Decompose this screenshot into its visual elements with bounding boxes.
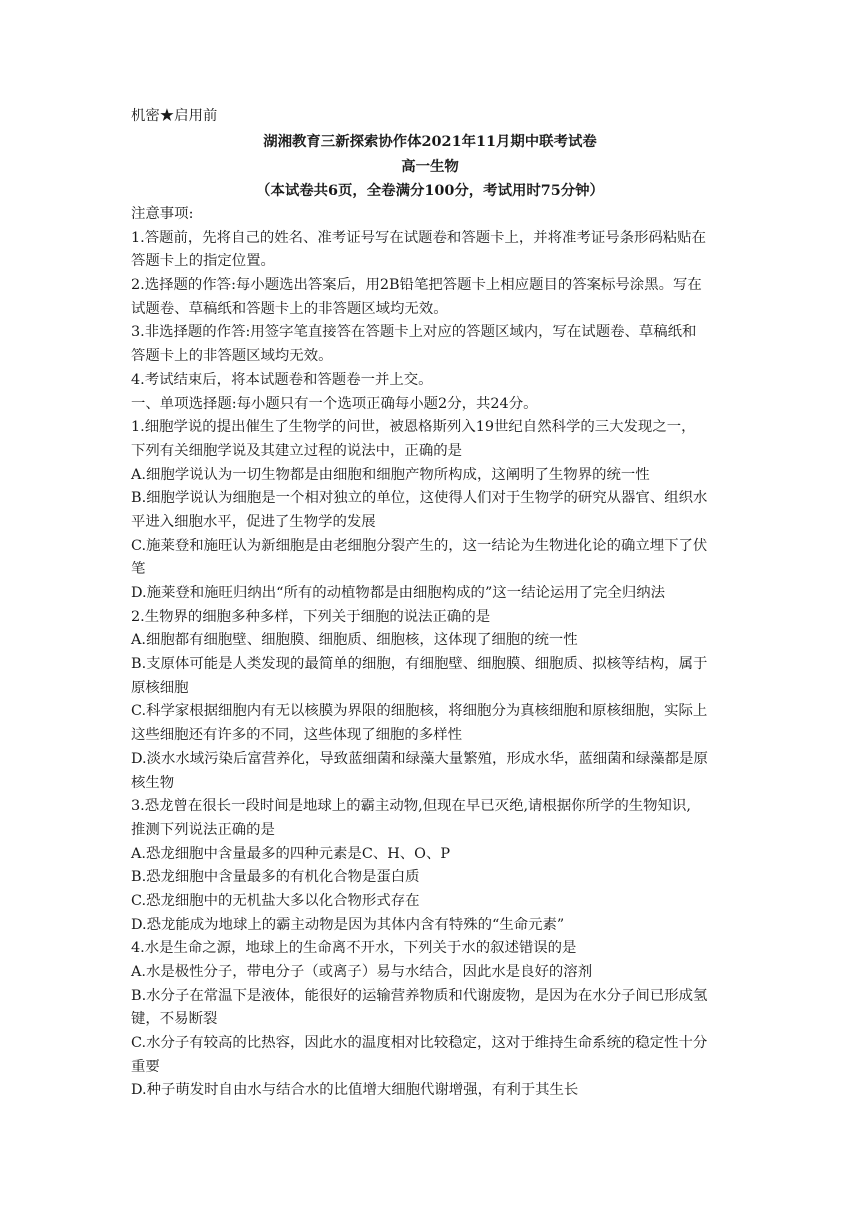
text-line: B.支原体可能是人类发现的最简单的细胞，有细胞壁、细胞膜、细胞质、拟核等结构，属于 [131, 656, 708, 673]
text-line: 1.答题前，先将自己的姓名、准考证号写在试题卷和答题卡上，并将准考证号条形码粘贴在 [131, 229, 706, 246]
exam-body [131, 203, 736, 1103]
text-line: A.水是极性分子，带电分子（或离子）易与水结合，因此水是良好的溶剂 [131, 964, 593, 980]
text-line: 这些细胞还有许多的不同，这些体现了细胞的多样性 [131, 727, 462, 744]
exam-info: （本试卷共6页，全卷满分100分，考试用时75分钟） [256, 182, 604, 199]
text-line: 注意事项: [131, 206, 194, 222]
text-line: B.细胞学说认为细胞是一个相对独立的单位，这使得人们对于生物学的研究从器官、组织水 [131, 490, 708, 507]
text-line: 答题卡上的指定位置。 [131, 253, 275, 270]
text-line: 4.考试结束后，将本试题卷和答题卷一并上交。 [131, 371, 433, 388]
text-line: 平进入细胞水平，促进了生物学的发展 [131, 513, 376, 530]
text-line: A.恐龙细胞中含量最多的四种元素是C、H、O、P [131, 845, 451, 862]
text-line: C.施莱登和施旺认为新细胞是由老细胞分裂产生的，这一结论为生物进化论的确立埋下了伏 [131, 537, 708, 554]
text-line: 核生物 [131, 774, 175, 791]
text-line: B.水分子在常温下是液体，能很好的运输营养物质和代谢废物，是因为在水分子间已形成氢 [131, 987, 708, 1004]
text-line: 原核细胞 [131, 679, 189, 696]
text-line: A.细胞都有细胞壁、细胞膜、细胞质、细胞核，这体现了细胞的统一性 [131, 632, 578, 649]
subject-title: 高一生物 [401, 158, 459, 175]
text-line: C.恐龙细胞中的无机盐大多以化合物形式存在 [131, 892, 420, 909]
text-line: 答题卡上的非答题区域均无效。 [131, 348, 333, 365]
text-line: 2.生物界的细胞多种多样，下列关于细胞的说法正确的是 [131, 608, 491, 625]
text-line: D.淡水水域污染后富营养化，导致蓝细菌和绿藻大量繁殖，形成水华，蓝细菌和绿藻都是原 [131, 750, 708, 767]
text-line: A.细胞学说认为一切生物都是由细胞和细胞产物所构成，这阐明了生物界的统一性 [131, 466, 650, 483]
text-line: 试题卷、草稿纸和答题卡上的非答题区域均无效。 [131, 300, 448, 317]
text-line: 3.恐龙曾在很长一段时间是地球上的霸主动物,但现在早已灭绝,请根据你所学的生物知识, [131, 798, 691, 815]
text-line: 3.非选择题的作答:用签字笔直接答在答题卡上对应的答题区域内，写在试题卷、草稿纸和 [131, 324, 697, 341]
text-line: C.科学家根据细胞内有无以核膜为界限的细胞核，将细胞分为真核细胞和原核细胞，实际上 [131, 703, 708, 720]
text-line: 笔 [131, 561, 146, 578]
text-line: 1.细胞学说的提出催生了生物学的问世，被恩格斯列入19世纪自然科学的三大发现之一， [131, 419, 696, 436]
text-line: 4.水是生命之源，地球上的生命离不开水，下列关于水的叙述错误的是 [131, 940, 577, 957]
text-line: 键，不易断裂 [131, 1011, 218, 1028]
text-line: 推测下列说法正确的是 [131, 821, 275, 838]
text-line: D.种子萌发时自由水与结合水的比值增大细胞代谢增强，有利于其生长 [131, 1082, 579, 1099]
text-line: 下列有关细胞学说及其建立过程的说法中，正确的是 [131, 442, 462, 459]
text-line: 一、单项选择题:每小题只有一个选项正确每小题2分，共24分。 [131, 395, 538, 412]
text-line: C.水分子有较高的比热容，因此水的温度相对比较稳定，这对于维持生命系统的稳定性十分 [131, 1035, 708, 1052]
confidential-label: 机密★启用前 [131, 108, 218, 124]
text-line: B.恐龙细胞中含量最多的有机化合物是蛋白质 [131, 869, 420, 886]
exam-title: 湖湘教育三新探索协作体2021年11月期中联考试卷 [263, 133, 597, 150]
text-line: D.恐龙能成为地球上的霸主动物是因为其体内含有特殊的“生命元素” [131, 916, 565, 933]
text-line: D.施莱登和施旺归纳出“所有的动植物都是由细胞构成的”这一结论运用了完全归纳法 [131, 585, 665, 601]
text-line: 2.选择题的作答:每小题选出答案后，用2B铅笔把答题卡上相应题目的答案标号涂黑。写在 [131, 277, 702, 294]
text-line: 重要 [131, 1058, 160, 1075]
